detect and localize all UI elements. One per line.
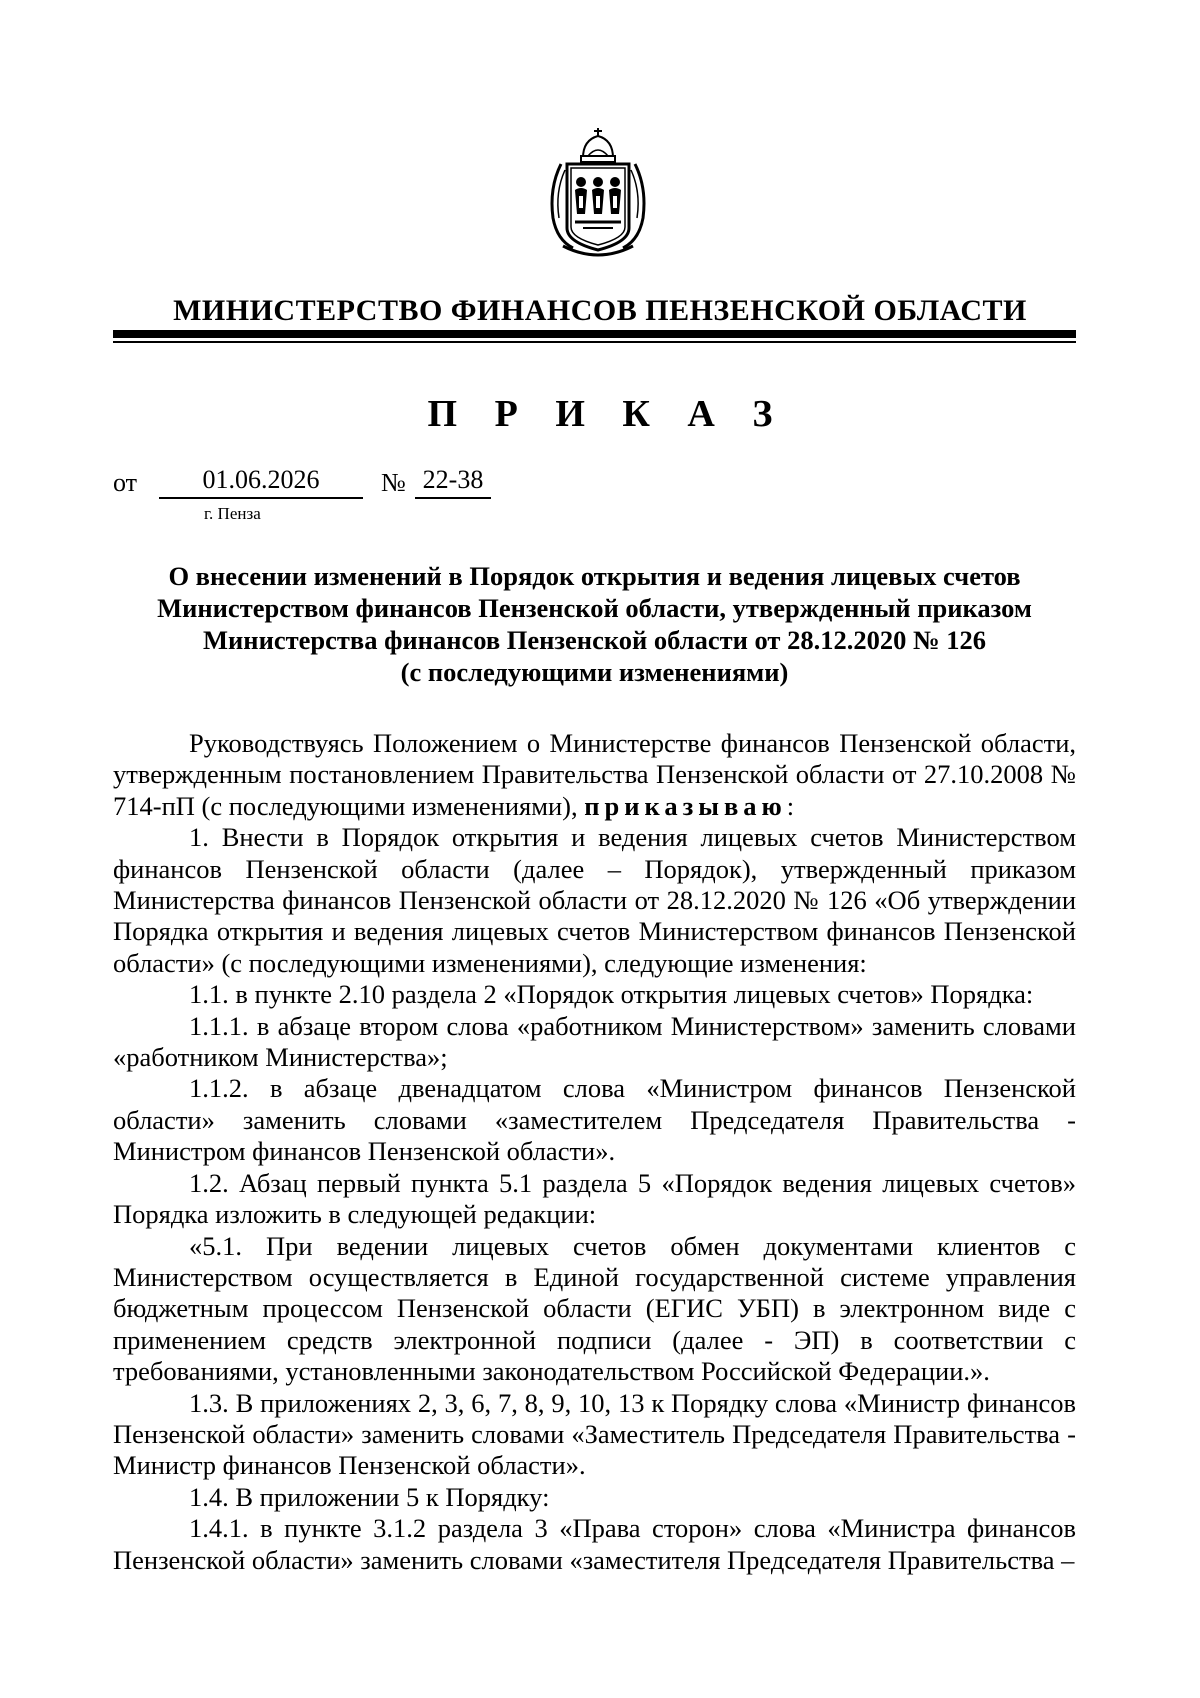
body-paragraph: 1.2. Абзац первый пункта 5.1 раздела 5 «Порядок ведения лицевых счетов» Порядка изложить в следующей редакции: [113,1167,1076,1230]
document-number: 22-38 [415,465,491,499]
order-word: приказываю [584,790,787,821]
body-paragraph: 1.1. в пункте 2.10 раздела 2 «Порядок открытия лицевых счетов» Порядка: [189,979,1034,1010]
body-paragraph: 1.1.2. в абзаце двенадцатом слова «Министром финансов Пензенской области» заменить словами «заместителем Председателя Правительства - Министром финансов Пензенской области». [113,1073,1076,1167]
body-paragraph: 1. Внести в Порядок открытия и ведения лицевых счетов Министерством финансов Пензенской области (далее – Порядок), утвержденный приказом Министерства финансов Пензенской области от 28.12.2020 № 126 «Об утверждении Порядка открытия и ведения лицевых счетов Министерством финансов Пензенской области» (с последующими изменениями), следующие изменения: [113,822,1076,978]
subject-line: (с последующими изменениями) [400,657,789,687]
intro-text: Руководствуясь Положением о Министерстве финансов Пензенской области, утвержденным постановлением Правительства Пензенской области от 27.10.2008 № 714-пП (с последующими изменениями), [113,728,1076,821]
header-divider-thick [113,330,1076,338]
body-paragraph: «5.1. При ведении лицевых счетов обмен документами клиентов с Министерством осуществляется в Единой государственной системе управления бюджетным процессом Пензенской области (ЕГИС УБП) в электронном виде с применением средств электронной подписи (далее - ЭП) в соответствии с требованиями, установленными законодательством Российской Федерации.». [113,1230,1076,1387]
subject-line: Министерства финансов Пензенской области от 28.12.2020 № 126 [203,625,986,655]
document-type-title: П Р И К А З [427,393,787,435]
header-divider-thin [113,341,1076,343]
body-paragraph: 1.1.1. в абзаце втором слова «работником Министерством» заменить словами «работником Министерства»; [113,1010,1076,1073]
date-label: от [113,468,138,497]
intro-colon: : [786,790,795,821]
subject-line: Министерством финансов Пензенской области, утвержденный приказом [157,593,1032,623]
body-paragraph: 1.4. В приложении 5 к Порядку: [189,1481,550,1512]
document-subject [113,560,1076,688]
body-paragraph: 1.4.1. в пункте 3.1.2 раздела 3 «Права сторон» слова «Министра финансов Пензенской области» заменить словами «заместителя Председателя Правительства – [113,1513,1076,1575]
intro-paragraph [113,728,1076,822]
city-label: г. Пенза [204,504,261,523]
body-paragraph: 1.3. В приложениях 2, 3, 6, 7, 8, 9, 10, 13 к Порядку слова «Министр финансов Пензенской области» заменить словами «Заместитель Председателя Правительства - Министр финансов Пензенской области». [113,1387,1076,1481]
coat-of-arms-icon [543,118,653,260]
number-label: № [381,468,406,497]
ministry-name: МИНИСТЕРСТВО ФИНАНСОВ ПЕНЗЕНСКОЙ ОБЛАСТИ [173,294,1027,327]
document-date: 01.06.2026 [159,465,363,499]
subject-line: О внесении изменений в Порядок открытия и ведения лицевых счетов [168,561,1021,591]
document-body [113,728,1076,1576]
